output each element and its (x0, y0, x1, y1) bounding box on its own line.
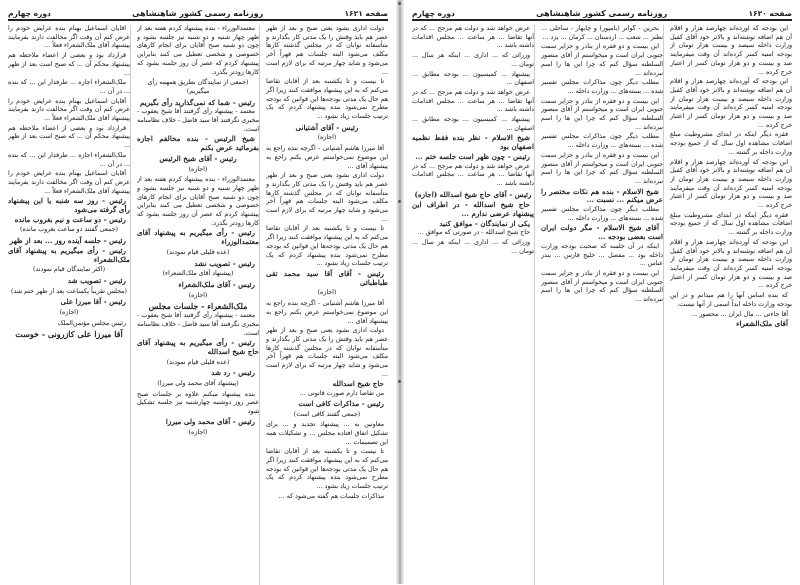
paragraph: وزرائی که ... اداری ... اینکه هر سال ... تومان ... (412, 239, 534, 255)
speaker-line: حاج شیخ اسدالله (332, 379, 384, 389)
speaker-line: رئیس - تصویب نشد (194, 258, 255, 268)
paragraph: دولت اداری بشود یعنی صبح و بعد از ظهر عصر هم باید وقتش را یک مدتی کار بگذارند و متأسفانه نوابان که در مجلس گذشته کارها مکلف می‌شود البته جلسات هم قهراً آخر می‌شود و شاید چهار مرتبه که برای لازم است ... (266, 25, 388, 76)
speaker-line: رئیس - رد شد (211, 368, 255, 378)
paragraph: تا بیست و تا یکشنبه بعد از آقایان تقاضا می‌کنم که به این پیشنهاد موافقت کنند زیرا اگر هم حال یک مدتی بودجه‌ها این قوانین که بودجه مطرح نمی‌شود بنده پیشنهاد کردم که یک ترتیب جلسات زیاد بشود ... (266, 78, 388, 121)
paragraph: قرارداد بود و بعضی از اعضاء ملاحظه هم پیشنهاد محکم آن ... که صبح است بعد از ظهر ... (8, 52, 130, 77)
speaker-line: رئیس - آقای شیخ الرئیس (159, 153, 237, 163)
paragraph: عرض خواهد شد و دولت هم مرجح ... که در آنها تقاضا ... هر ساعت ... مجلس اقدامات داشته باشد ... (412, 25, 534, 50)
paragraph: این بیست و دو فقره از بنادر و جزایر سمت جنوبی ایران است و میخواستم از آقای منصور السلطنه سؤال کنم که چرا این ها را اسم نبرده‌اند ... (541, 43, 663, 77)
paragraph: ملک‌الشعراء اجازه ... طرفدار این ... که بنده ... در آن ... (8, 151, 130, 168)
note-line: (پیشنهاد آقای محمد ولی میرزا) (157, 380, 239, 388)
scan-speck (398, 2, 401, 5)
speaker-line: رئیس - دو ساعت و نیم بغروب مانده (14, 214, 126, 224)
paragraph: عرض خواهد شد و دولت هم مرجح ... که در آنها تقاضا ... هر ساعت ... مجلس اقدامات داشته باشد ... (412, 162, 534, 187)
right-page-columns (412, 25, 792, 585)
note-line: (اجازه) (188, 165, 208, 173)
paragraph: معتمدالوزراء - بنده پیشنهاد کردم هفته بعد از ظهر چهار شنبه و دو شنبه نیز جلسه بشود و چون دو شنبه صبح آقایان برای انجام کارهای خصوصی و شخصی تعطیل می کنند بنابراین پیشنهاد کردم که عصر آن روز جلسه بشود که کارها زودتر بگذرد. (137, 25, 259, 76)
paragraph: فقره دیگر اینکه در ابتدای مشروطیت مبلغ اضافات مشاهده اول سال که از جمیع بودجه وزارت داخله بر گشته ... (670, 131, 792, 156)
signature: آقای ملک‌الشعراء (736, 319, 788, 329)
paragraph: معتمدالوزراء - بنده پیشنهاد کردم هفته بعد از ظهر چهار شنبه و دو شنبه نیز جلسه بشود و چون دو شنبه صبح آقایان برای انجام کارهای خصوصی و شخصی تعطیل می کنند بنابراین پیشنهاد کردم که عصر آن روز جلسه بشود که کارها زودتر بگذرد. (137, 176, 259, 227)
speaker-line: رئیس - رأی میگیریم به پیشنهاد آقای معتمدالوزراء (137, 228, 259, 247)
publication-title: روزنامه رسمی کشور شاهنشاهی (132, 9, 264, 18)
paragraph: قرارداد بود و بعضی از اعضاء ملاحظه هم پیشنهاد محکم آن ... که صبح است بعد از ظهر ... (8, 124, 130, 150)
speaker-line: رئیس - آقا میرزا علی (60, 297, 126, 307)
paragraph: ملک‌الشعراء اجازه ... طرفدار این ... که بنده ... در آن ... (8, 79, 130, 95)
paragraph: من تقاضا دارم صورت قانونی ... (299, 390, 384, 398)
scan-speck (398, 380, 401, 383)
paragraph: فقره دیگر اینکه در ابتدای مشروطیت مبلغ اضافات مشاهده اول سال که از جمیع بودجه وزارت داخله بر گشته ... (670, 211, 792, 237)
paragraph: این بودجه که آورده‌اند چهارصد هزار و اقلام آن هم اضافه نوشته‌اند و بالاتر خود آقای کفیل وزارت داخله سیصد و بیست هزار تومان از بودجه امنیه کسر کرده‌اند آن وقت میفرمایند صد و بیست و دو هزار تومان کسر از اعتبار خرج کرده ... (670, 158, 792, 210)
paragraph: آقایان اسماعیل بهنام بنده عرایض خودم را عرض کنم آن وقت اگر مخالفت دارند بفرمایند پیشنهاد آقای ملک‌الشعراء فعلاً ... (8, 25, 130, 50)
speaker-line: رئیس - مذاکرات کافی است (298, 398, 384, 408)
paragraph: وزرائی که ... اداری ... اینکه هر سال ... تومان ... (412, 52, 534, 68)
paragraph: مذاکرات جلسات هم گفته می‌شود که ... (278, 492, 384, 500)
paragraph: بنده پیشنهاد میکنم علاوه بر جلسات صبح عصر روز دوشنبه چهارشنبه نیز جلسه تشکیل شود (137, 390, 259, 416)
speaker-line: رئیس - رأی میگیریم به پیشنهاد آقای ملک‌الشعراء (8, 245, 130, 264)
paragraph: مطلب دیگر چون مذاکرات مجلس تفسیر شده ... بسته‌های ... وزارت داخله ... (541, 79, 663, 95)
note-line: (جمعی از نمایندگان بطریق همهمه رأی میگیریم) (147, 79, 249, 95)
paragraph: دولت اداری بشود یعنی صبح و بعد از ظهر عصر هم باید وقتش را یک مدتی کار بگذارند و متأسفانه نوابان که در مجلس گذشته کارها مکلف می‌شود البته جلسات هم قهراً آخر می‌شود و شاید چهار مرتبه که برای لازم است ... (266, 172, 388, 223)
speaker-line: شیخ الرئیس - بنده مخالفم اجازه بفرمائید عرض بکنم (137, 134, 259, 153)
column (412, 25, 535, 585)
paragraph: معتمد - پیشنهاد رأی گرفتند آقا شیخ یعقوب - مخبری نگرفتند آقا سید فاضل - خلاف نظامنامه است. (137, 108, 259, 133)
column (137, 25, 260, 585)
note-line: (اکثر نمایندگان قیام نمودند) (32, 266, 106, 274)
speaker-line: رئیس - آقای حاج شیخ اسدالله (اجازه) (414, 189, 532, 199)
paragraph: این بودجه که آورده‌اند چهارصد هزار و اقلام آن هم اضافه نوشته‌اند و بالاتر خود آقای کفیل وزارت داخله سیصد و بیست هزار تومان از بودجه امنیه کسر کرده‌اند آن وقت میفرمایند صد و بیست و دو هزار تومان کسر از اعتبار خرج کرده ... (670, 25, 792, 76)
left-page-columns (8, 25, 388, 585)
paragraph: این بیست و دو فقره از بنادر و جزایر سمت جنوبی ایران است و میخواستم از آقای منصور السلطنه سؤال کنم که چرا این ها را اسم نبرده‌اند ... (541, 269, 663, 304)
paragraph: مطلب دیگر چون مذاکرات مجلس تفسیر شده ... بسته‌های ... وزارت داخله ... (541, 206, 663, 222)
note-line: (پیشنهاد آقای ملک‌الشعراء) (162, 270, 234, 278)
paragraph: معاونین به ... پیشنهاد تجدید و ... برای تشکیل اتفاق افتاده مجلس ... و تشکیلات همه این تصمیمات ... (266, 421, 388, 446)
book-gutter (396, 0, 404, 584)
column (8, 25, 131, 585)
paragraph: بحرین - گواتر (بامپور) و چابهار - ساحلی ... نطنز ... شعب ... اردستان ... کرمان ... یزد ... (541, 25, 663, 41)
paragraph: پیشنهاد ... کمیسیون ... بودجه مطابق ... اصفهان ... (412, 70, 534, 87)
right-page (400, 0, 800, 584)
note-line: (جمعی گفتند کافی است) (293, 410, 361, 418)
note-line: (عده قلیلی قیام نمودند) (166, 248, 230, 256)
note-line: (اجازه) (59, 309, 79, 317)
paragraph: آقا میرزا هاشم آشتیانی - اگرچه بنده راجع به این موضوع نمی‌خواستم عرض بکنم راجع به پیشنهاد آقای ... (266, 300, 388, 325)
paragraph: رئیس مجلس مؤتمن‌الملک (57, 319, 126, 327)
speaker-line: رئیس - آقای ملک‌الشعراء (178, 279, 255, 289)
speaker-line: آقای شیخ الاسلام - مگر دولت ایران است بعضی بودجه ... (541, 223, 663, 242)
speaker-line: رئیس - جلسه آینده روز ... بعد از ظهر (9, 236, 126, 246)
speaker-line: شیخ الاسلام - نظر بنده فقط نظمیه اصفهان بود (412, 133, 534, 152)
note-line: (عده قلیلی قیام نمودند) (166, 358, 230, 366)
speaker-line: یکی از نمایندگان - موافق کنید (439, 218, 530, 228)
paragraph: که بنده اساس آنها را هم میدانم و در این بودجه وزارت داخله ابداً اسمی از آنها نیست. (670, 292, 792, 308)
paragraph: آقا میرزا هاشم آشتیانی - اگرچه بنده راجع به این موضوع نمی‌خواستم عرض بکنم راجع به پیشنهاد آقای ... (266, 145, 388, 170)
paragraph: این بودجه که آورده‌اند چهارصد هزار و اقلام آن هم اضافه نوشته‌اند و بالاتر خود آقای کفیل وزارت داخله سیصد و بیست هزار تومان از بودجه امنیه کسر کرده‌اند آن وقت میفرمایند صد و بیست و دو هزار تومان کسر از اعتبار خرج کرده ... (670, 78, 792, 129)
speaker-line: رئیس - آقای آشتیانی (295, 122, 359, 132)
term-label: دوره چهارم (412, 9, 455, 18)
left-page (0, 0, 400, 584)
note-line: (اجازه) (317, 289, 337, 297)
paragraph: آقا جاءتی ... مال ایران ... محصور ... (691, 310, 788, 318)
term-label: دوره چهارم (8, 9, 51, 18)
paragraph: اینکه در آن جلسه که صحبت بودجه وزارت داخله بود ... مفصل ... خلیج فارس ... بندر عباس ... (541, 242, 663, 268)
publication-title: روزنامه رسمی کشور شاهنشاهی (536, 9, 668, 18)
speaker-line: رئیس - شما که نمی‌گذارید رأی بگیریم (139, 97, 255, 107)
left-page-header (8, 4, 388, 21)
paragraph: پیشنهاد ... کمیسیون ... بودجه مطابق ... اصفهان ... (412, 116, 534, 132)
paragraph: این بودجه که آورده‌اند چهارصد هزار و اقلام آن هم اضافه نوشته‌اند و بالاتر خود آقای کفیل وزارت داخله سیصد و بیست هزار تومان از بودجه امنیه کسر کرده‌اند آن وقت میفرمایند صد و بیست و دو هزار تومان کسر از اعتبار خرج کرده ... (670, 238, 792, 290)
speaker-line: شیخ الاسلام - بنده هم نکات مختصر را عرض میکنم ... نسبت ... (541, 186, 663, 205)
page-number: صفحه ۱۶۲۱ (344, 9, 388, 18)
column (670, 25, 792, 585)
column (541, 25, 664, 585)
paragraph: دولت اداری بشود یعنی صبح و بعد از ظهر عصر هم باید وقتش را یک مدتی کار بگذارند و متأسفانه نوابان که در مجلس گذشته کارها مکلف می‌شود البته جلسات هم قهراً آخر می‌شود و شاید چهار مرتبه که برای لازم است ... (266, 327, 388, 378)
page-number: صفحه ۱۶۲۰ (748, 9, 792, 18)
paragraph: این بیست و دو فقره از بنادر و جزایر سمت جنوبی ایران است و میخواستم از آقای منصور السلطنه سؤال کنم که چرا این ها را اسم نبرده‌اند ... (541, 97, 663, 131)
column (266, 25, 388, 585)
paragraph: آقایان اسماعیل بهنام بنده عرایض خودم را عرض کنم آن وقت اگر مخالفت دارند بفرمایند پیشنهاد آقای ملک‌الشعراء فعلاً ... (8, 97, 130, 123)
note-line: (اجازه) (188, 291, 208, 299)
speaker-line: رئیس - تصویب شد (67, 275, 126, 285)
paragraph: معتمد - پیشنهاد رأی گرفتند آقا شیخ یعقوب - مخبری نگرفتند آقا سید فاضل - خلاف نظامنامه است. (137, 312, 259, 337)
speaker-line: رئیس - رأی میگیریم به پیشنهاد آقای حاج شیخ اسدالله (137, 338, 259, 356)
scan-speck (398, 200, 401, 203)
note-line: (اجازه) (188, 428, 208, 436)
signature: آقا میرزا علی کازرونی - خوست (15, 328, 123, 339)
speaker-line: رئیس - آقای آقا سید محمد تقی طباطبائی (266, 268, 388, 287)
paragraph: آقایان اسماعیل بهنام بنده عرایض خودم را عرض کنم آن وقت اگر مخالفت دارند بفرمایند پیشنهاد آقای ملک‌الشعراء فعلاً ... (8, 170, 130, 195)
paragraph: مطلب دیگر چون مذاکرات مجلس تفسیر شده ... بسته‌های ... وزارت داخله ... (541, 133, 663, 150)
paragraph: حاج شیخ اسدالله - در صورتی که موافق ... (417, 229, 530, 237)
paragraph: تا بیست و تا یکشنبه بعد از آقایان تقاضا می‌کنم که به این پیشنهاد موافقت کنند زیرا اگر هم حال یک مدتی بودجه‌ها این قوانین که بودجه مطرح نمی‌شود بنده پیشنهاد کردم که یک ترتیب جلسات زیاد بشود ... (266, 225, 388, 268)
speaker-heading: ملک‌الشعراء - جلسات مجلس (148, 301, 248, 312)
speaker-line: رئیس - آقای محمد ولی میرزا (165, 416, 255, 426)
paragraph: تا بیست و تا یکشنبه بعد از آقایان تقاضا می‌کنم که به این پیشنهاد موافقت کنند زیرا اگر هم حال یک مدتی بودجه‌ها این قوانین که بودجه مطرح نمی‌شود بنده پیشنهاد کردم که یک ترتیب جلسات زیاد بشود ... (266, 448, 388, 491)
right-page-header (412, 4, 792, 21)
note-line: (جمعی گفتند دو ساعت بغروب مانده) (20, 226, 118, 234)
note-line: (مجلس تقریباً یکساعت بعد از ظهر ختم شد) (10, 287, 127, 295)
speaker-line: حاج شیخ اسدالله - در اطراف این پیشنهاد عرضی ندارم ... (412, 200, 534, 219)
paragraph: عرض خواهد شد و دولت هم مرجح ... که در آنها تقاضا ... هر ساعت ... مجلس اقدامات داشته باشد ... (412, 88, 534, 114)
speaker-line: رئیس - چون ظهر است جلسه ختم ... (415, 151, 530, 161)
speaker-line: رئیس - روز سه شنبه یا این پیشنهاد رأی گرفته می‌شود (8, 196, 130, 215)
paragraph: این بیست و دو فقره از بنادر و جزایر سمت جنوبی ایران است و میخواستم از آقای منصور السلطنه سؤال کنم که چرا این ها را اسم نبرده‌اند ... (541, 151, 663, 185)
note-line: (اجازه) (317, 134, 337, 142)
